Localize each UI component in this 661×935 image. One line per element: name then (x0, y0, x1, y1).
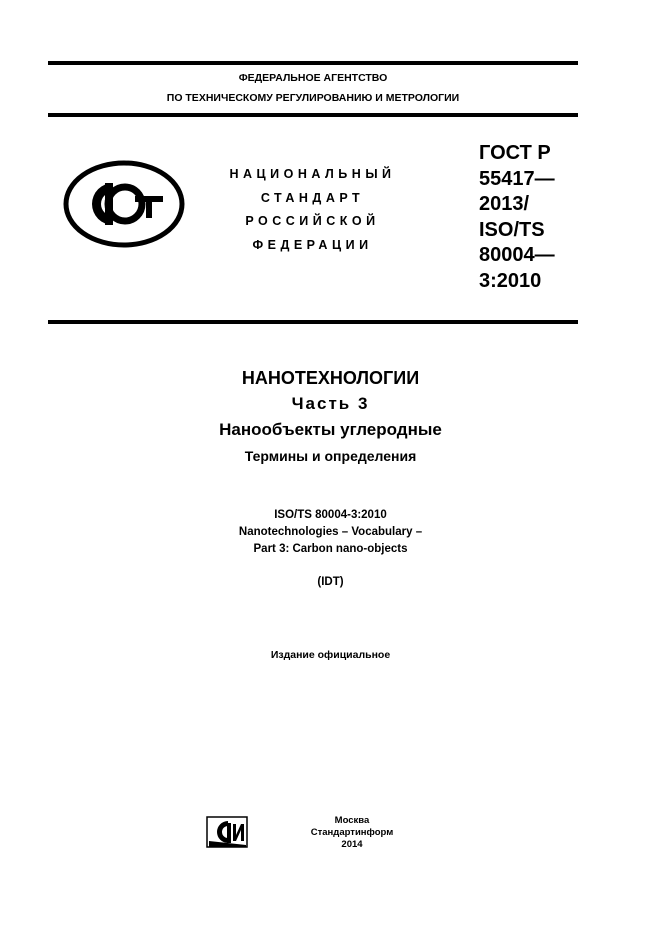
standartinform-logo-icon (206, 814, 250, 848)
publisher-city: Москва (334, 815, 370, 826)
publisher-block (297, 815, 407, 851)
gost-logo-icon (63, 160, 185, 248)
gost-number-line-2: 55417— (479, 167, 555, 190)
document-title (0, 365, 661, 467)
agency-line-2: ПО ТЕХНИЧЕСКОМУ РЕГУЛИРОВАНИЮ И МЕТРОЛОГИИ (166, 92, 460, 104)
gost-number-line-1: ГОСТ Р (479, 142, 551, 164)
edition-label: Издание официальное (270, 649, 391, 661)
natstd-line-1: НАЦИОНАЛЬНЫЙ (229, 167, 396, 181)
natstd-line-3: РОССИЙСКОЙ (245, 214, 380, 228)
idt-label: (IDT) (317, 576, 344, 588)
gost-number-line-5: 80004— (479, 244, 555, 266)
natstd-line-2: СТАНДАРТ (260, 190, 365, 205)
title-subject: Нанообъекты углеродные (219, 420, 442, 439)
national-standard-label (200, 163, 425, 257)
title-main: НАНОТЕХНОЛОГИИ (241, 368, 420, 388)
gost-number (479, 141, 589, 294)
gost-number-line-4: ISO/TS (479, 218, 545, 241)
title-part: Часть 3 (291, 394, 370, 413)
header-bottom-rule (48, 113, 578, 117)
title-subtitle: Термины и определения (244, 448, 417, 464)
publisher-name: Стандартинформ (310, 827, 394, 838)
publication-year: 2014 (341, 839, 363, 850)
gost-number-line-6: 3:2010 (479, 269, 542, 292)
top-rule (48, 61, 578, 65)
agency-line-1: ФЕДЕРАЛЬНОЕ АГЕНТСТВО (238, 72, 388, 84)
title-block-rule (48, 320, 578, 324)
iso-reference-line-3: Part 3: Carbon nano-objects (253, 543, 408, 555)
gost-number-line-3: 2013/ (479, 193, 530, 215)
iso-reference-line-2: Nanotechnologies – Vocabulary – (238, 526, 423, 538)
iso-reference-line-1: ISO/TS 80004-3:2010 (274, 509, 387, 521)
iso-reference (0, 507, 661, 558)
agency-header (48, 68, 578, 108)
natstd-line-4: ФЕДЕРАЦИИ (252, 237, 373, 252)
